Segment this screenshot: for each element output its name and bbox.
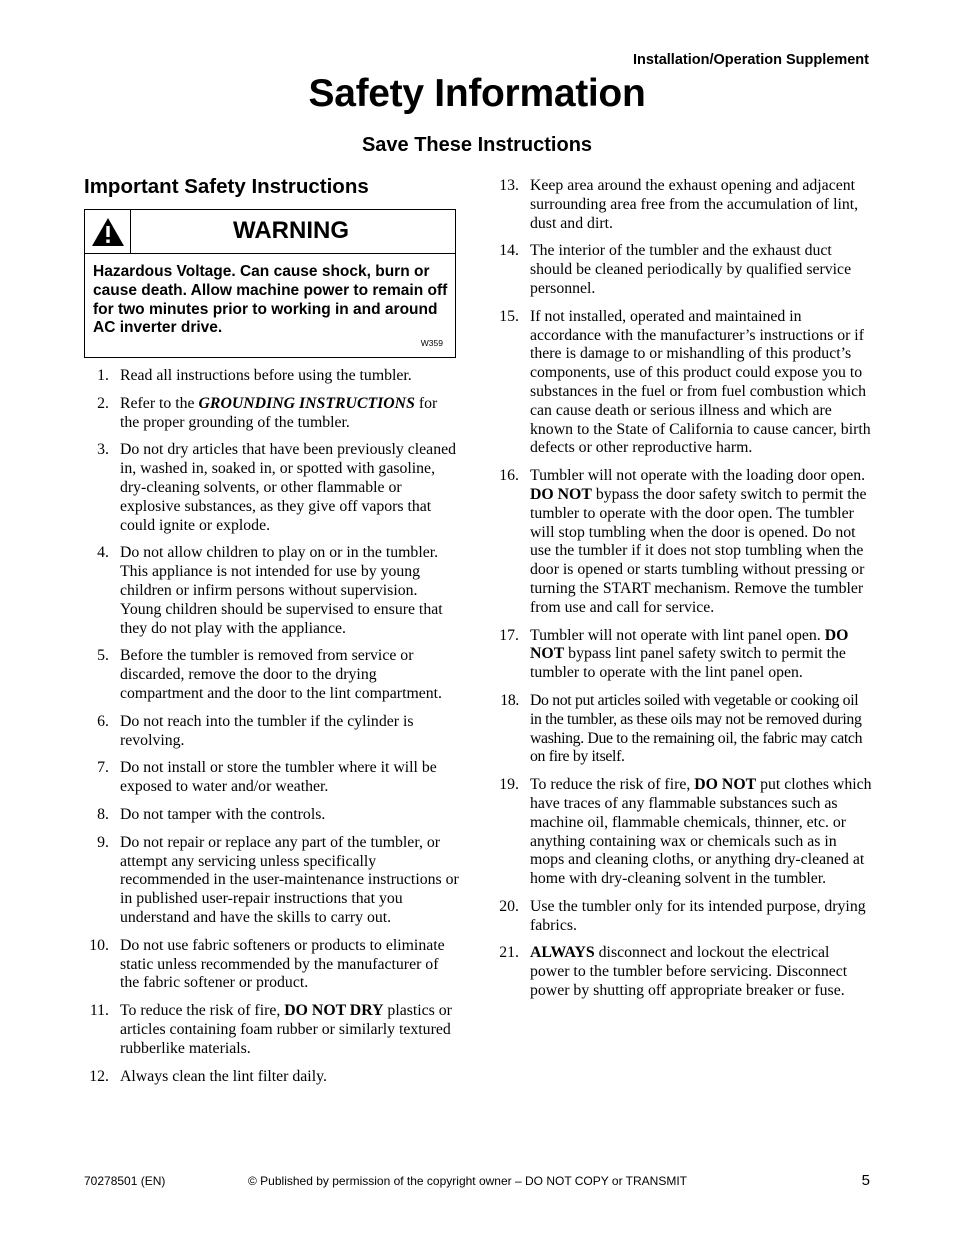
instruction-item: 4. Do not allow children to play on or in the tumbler. This appliance is not intended for use by young children or infirm persons without supervision. Young children should be supervised to ensure that they do not play with the appliance. xyxy=(97,544,443,637)
footer-copyright: © Published by permission of the copyright owner – DO NOT COPY or TRANSMIT xyxy=(248,1174,688,1188)
supplement-label: Installation/Operation Supplement xyxy=(632,52,869,68)
footer-doc-code: 70278501 (EN) xyxy=(84,1174,166,1188)
warning-triangle-icon xyxy=(90,216,126,248)
section-heading: Important Safety Instructions xyxy=(84,175,369,198)
warning-text: Hazardous Voltage. Can cause shock, burn or cause death. Allow machine power to remain off for two minutes prior to working in and around AC inverter drive. xyxy=(93,263,448,337)
page-subtitle: Save These Instructions xyxy=(361,134,593,156)
instruction-item: 19. To reduce the risk of fire, DO NOT put clothes which have traces of any flammable substances such as machine oil, flammable chemicals, thinner, etc. or anything containing wax or chemicals such as in mops and cleaning cloths, or anything dry-cleaned at home with dry-cleaning solvent in the tumbler. xyxy=(499,776,872,888)
instruction-item: 3. Do not dry articles that have been previously cleaned in, washed in, soaked in, or spotted with gasoline, dry-cleaning solvents, or other flammable or explosive substances, as they give off vapors that could ignite or explode. xyxy=(97,441,457,534)
instruction-item: 18. Do not put articles soiled with vegetable or cooking oil in the tumbler, as these oils may not be removed during washing. Due to the remaining oil, the fabric may catch on fire by itself. xyxy=(500,691,863,766)
instructions-list-right xyxy=(494,177,872,1010)
instruction-item: 15. If not installed, operated and maintained in accordance with the manufacturer’s instructions or if there is damage to or mishandling of this product’s components, use of this product could expose you to substances in the fuel or from fuel combustion which can cause death or serious illness and which are known to the State of California to cause cancer, birth defects or other reproductive harm. xyxy=(499,307,871,457)
instructions-list-left xyxy=(84,367,459,1095)
instruction-item: 9. Do not repair or replace any part of the tumbler, or attempt any servicing unless specifically recommended in the user-maintenance instructions or in published user-repair instructions that you understand and have the skills to carry out. xyxy=(97,833,459,926)
instruction-item: 8. Do not tamper with the controls. xyxy=(97,805,326,823)
instruction-item: 21. ALWAYS disconnect and lockout the electrical power to the tumbler before servicing. Disconnect power by shutting off appropriate breaker or fuse. xyxy=(499,944,848,1000)
instruction-item: 5. Before the tumbler is removed from service or discarded, remove the door to the drying compartment and the door to the lint compartment. xyxy=(97,647,442,702)
instruction-item: 17. Tumbler will not operate with lint panel open. DO NOT bypass lint panel safety switch to permit the tumbler to operate with the lint panel open. xyxy=(499,626,849,682)
instruction-item: 14. The interior of the tumbler and the exhaust duct should be cleaned periodically by qualified service personnel. xyxy=(499,242,852,297)
instruction-item: 13. Keep area around the exhaust opening and adjacent surrounding area free from the accumulation of lint, dust and dirt. xyxy=(499,177,859,232)
warning-icon-cell xyxy=(85,210,131,254)
instruction-item: 1. Read all instructions before using the tumbler. xyxy=(97,367,412,384)
instruction-item: 16. Tumbler will not operate with the loading door open. DO NOT bypass the door safety switch to permit the tumbler to operate with the door open. The tumbler will stop tumbling when the door is opened. Do not use the tumbler if it does not stop tumbling when the door is opened or starts tumbling without pressing or turning the START mechanism. Remove the tumbler from use and call for service. xyxy=(499,467,867,616)
page-title: Safety Information xyxy=(308,72,646,115)
warning-title: WARNING xyxy=(131,210,455,254)
instruction-item: 11. To reduce the risk of fire, DO NOT DRY plastics or articles containing foam rubber or similarly textured rubberlike materials. xyxy=(89,1002,452,1057)
warning-box xyxy=(84,209,456,358)
instruction-item: 10. Do not use fabric softeners or products to eliminate static unless recommended by the manufacturer of the fabric softener or product. xyxy=(89,936,445,992)
instruction-item: 20. Use the tumbler only for its intended purpose, drying fabrics. xyxy=(499,897,866,934)
instruction-item: 2. Refer to the GROUNDING INSTRUCTIONS for the proper grounding of the tumbler. xyxy=(97,394,438,431)
warning-code: W359 xyxy=(420,338,443,348)
instruction-item: 6. Do not reach into the tumbler if the cylinder is revolving. xyxy=(97,712,414,749)
instruction-item: 7. Do not install or store the tumbler where it will be exposed to water and/or weather. xyxy=(97,759,437,796)
page-number: 5 xyxy=(861,1172,870,1189)
instruction-item: 12. Always clean the lint filter daily. xyxy=(89,1067,327,1085)
